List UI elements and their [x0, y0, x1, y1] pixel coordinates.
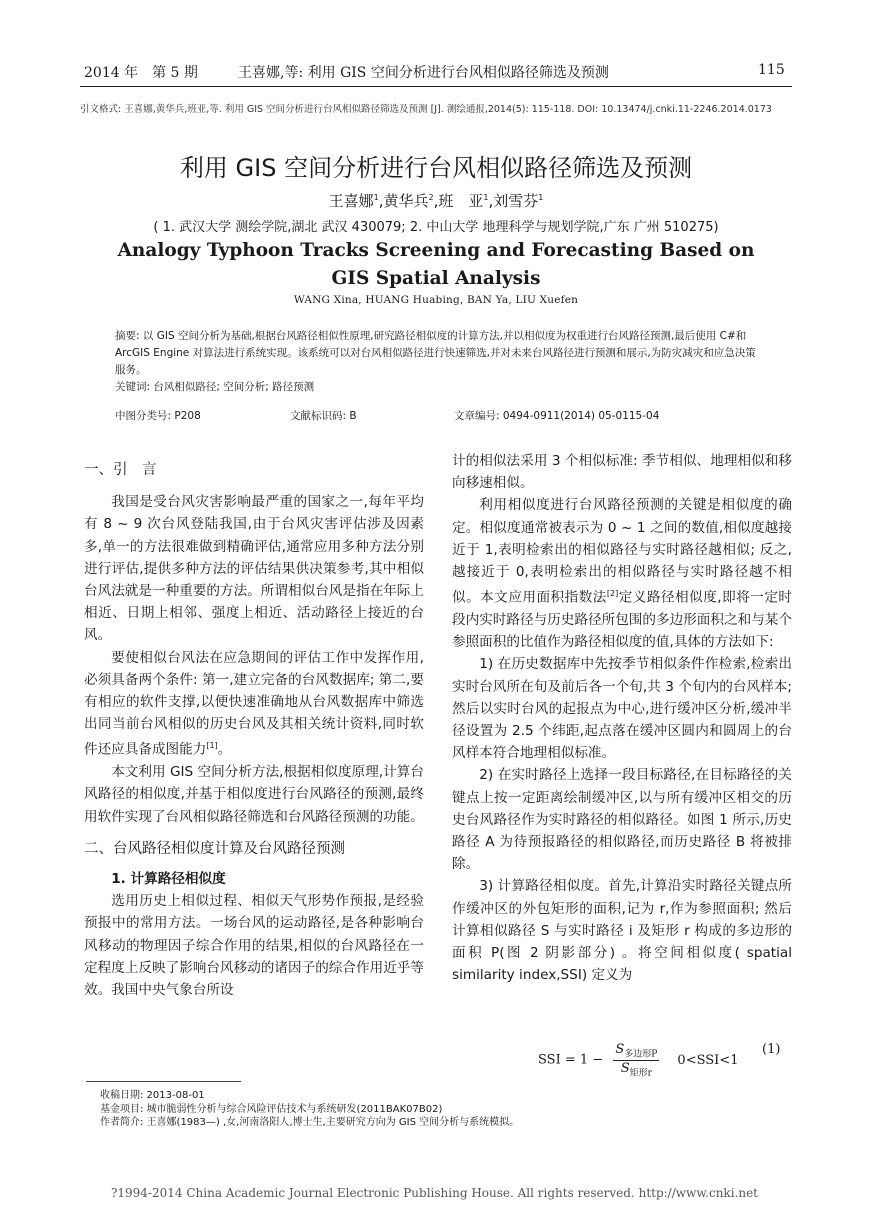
author-4-affil: 1 [538, 193, 544, 202]
citation-format: 引文格式: 王喜娜,黄华兵,班亚,等. 利用 GIS 空间分析进行台风相似路径筛选及预测 [J]. 测绘通报,2014(5): 115-118. DOI: 10.13474/j.cnki.11-2246.2014.0173 [80, 104, 772, 115]
author-2-affil: 2 [428, 193, 434, 202]
numerator-symbol: S [615, 1042, 625, 1057]
keywords: 关键词: 台风相似路径; 空间分析; 路径预测 [115, 381, 315, 393]
journal-issue: 2014 年 第 5 期 [84, 65, 198, 81]
author-1: 王喜娜 [328, 192, 374, 210]
left-column [84, 459, 424, 1001]
document-code: 文献标识码: B [290, 410, 357, 422]
copyright-footer: ?1994-2014 China Academic Journal Electronic Publishing House. All rights reserved. http://www.cnki.net [110, 1186, 759, 1200]
reference-marker: [1] [206, 741, 218, 751]
paragraph-text: 。 [217, 741, 232, 758]
title-english-line1: Analogy Typhoon Tracks Screening and Forecasting Based on [117, 240, 755, 261]
paragraph: 我国是受台风灾害影响最严重的国家之一,每年平均有 8 ~ 9 次台风登陆我国,由于台风灾害评估涉及因素多,单一的方法很难做到精确评估,通常应用多种方法分别进行评估,提供多种方法的评估结果供决策参考,其中相似台风法就是一种重要的方法。所谓相似台风是指在年际上相近、日期上相邻、强度上相近、活动路径上接近的台风。 [84, 494, 424, 644]
equation-condition: 0<SSI<1 [677, 1052, 739, 1068]
paragraph-text: 要使相似台风法在应急期间的评估工作中发挥作用,必须具备两个条件: 第一,建立完备的台风数据库; 第二,要有相应的软件支撑,以便快速准确地从台风数据库中筛选出同当前台风相似的历史台风及其相关统计资料,同时软件还应具备成图能力 [84, 649, 424, 758]
author-1-affil: 1 [373, 193, 379, 202]
abstract-block [115, 328, 763, 396]
section-heading-method: 二、台风路径相似度计算及台风路径预测 [84, 840, 345, 857]
clc-number: 中图分类号: P208 [115, 410, 201, 422]
abstract-text: 摘要: 以 GIS 空间分析为基础,根据台风路径相似性原理,研究路径相似度的计算方法,并以相似度为权重进行台风路径预测,最后使用 C#和 ArcGIS Engine 对算法进行系统实现。该系统可以对台风相似路径进行快速筛选,并对未来台风路径进行预测和展示,为防灾减灾和应急决策服务。 [115, 330, 756, 376]
equation-number: (1) [762, 1042, 781, 1057]
equation-denominator [613, 1061, 659, 1079]
title-english-line2: GIS Spatial Analysis [331, 268, 541, 289]
numerator-subscript: 多边形P [624, 1049, 658, 1060]
subsection-heading: 1. 计算路径相似度 [111, 870, 226, 887]
paragraph: 选用历史上相似过程、相似天气形势作预报,是经验预报中的常用方法。一场台风的运动路径,是各种影响台风移动的物理因子综合作用的结果,相似的台风路径在一定程度上反映了影响台风移动的诸因子的综合作用近乎等效。我国中央气象台所设 [84, 893, 424, 998]
paragraph: 计的相似法采用 3 个相似标准: 季节相似、地理相似和移向移速相似。 [452, 453, 792, 492]
affiliation: ( 1. 武汉大学 测绘学院,湖北 武汉 430079; 2. 中山大学 地理科学与规划学院,广东 广州 510275) [153, 220, 719, 235]
paragraph [84, 647, 424, 762]
received-date: 收稿日期: 2013-08-01 [100, 1090, 205, 1101]
header-rule [80, 86, 792, 87]
author-2: 黄华兵 [383, 192, 429, 210]
authors-english: WANG Xina, HUANG Huabing, BAN Ya, LIU Xuefen [293, 294, 579, 306]
page-number: 115 [758, 62, 785, 78]
equation-ssi [538, 1042, 738, 1078]
paragraph [452, 494, 792, 653]
equation-lhs: SSI = 1 − [538, 1052, 604, 1068]
right-column [452, 450, 792, 986]
author-bio: 作者简介: 王喜娜(1983—) ,女,河南洛阳人,博士生,主要研究方向为 GIS 空间分析与系统模拟。 [100, 1117, 520, 1128]
paragraph-text: 利用相似度进行台风路径预测的关键是相似度的确定。相似度通常被表示为 0 ~ 1 之间的数值,相似度越接近于 1,表明检索出的相似路径与实时路径越相似; 反之,越接近于 0,表明检索出的相似路径与实时路径越不相似。本文应用面积指数法 [452, 497, 792, 606]
footnotes [100, 1089, 800, 1130]
article-number: 文章编号: 0494-0911(2014) 05-0115-04 [454, 410, 660, 422]
author-4: 刘雪芬 [493, 192, 539, 210]
equation-numerator [613, 1042, 659, 1061]
denominator-subscript: 矩形r [629, 1068, 652, 1079]
fund-project: 基金项目: 城市脆弱性分析与综合风险评估技术与系统研发(2011BAK07B02) [100, 1103, 443, 1115]
reference-marker: [2] [606, 589, 619, 599]
step-3: 3) 计算路径相似度。首先,计算沿实时路径关键点所作缓冲区的外包矩形的面积,记为 r,作为参照面积; 然后计算相似路径 S 与实时路径 i 及矩形 r 构成的多边形的面积 P(图 2 阴影部分) 。将空间相似度( spatial similarity index,SSI) 定义为 [452, 878, 792, 984]
step-2: 2) 在实时路径上选择一段目标路径,在目标路径的关键点上按一定距离绘制缓冲区,以与所有缓冲区相交的历史台风路径作为实时路径的相似路径。如图 1 所示,历史路径 A 为待预报路径的相似路径,而历史路径 B 将被排除。 [452, 767, 792, 873]
author-3: 班 亚 [438, 192, 484, 210]
equation-fraction [613, 1042, 659, 1078]
section-heading-intro: 一、引 言 [84, 462, 157, 478]
denominator-symbol: S [620, 1060, 630, 1076]
authors-chinese: 王喜娜$^1$,黄华兵$^2$,班 亚$^1$,刘雪芬$^1$ [328, 192, 544, 210]
step-1: 1) 在历史数据库中先按季节相似条件作检索,检索出实时台风所在旬及前后各一个旬,共 3 个旬内的台风样本; 然后以实时台风的起报点为中心,进行缓冲区分析,缓冲半径设置为 2.5 个纬距,起点落在缓冲区圆内和圆周上的台风样本符合地理相似标准。 [452, 656, 792, 762]
running-title: 王喜娜,等: 利用 GIS 空间分析进行台风相似路径筛选及预测 [238, 65, 609, 81]
footnote-rule [86, 1081, 241, 1082]
paragraph-text: 定义路径相似度,即将一定时段内实时路径与历史路径所包围的多边形面积之和与某个参照面积的比值作为路径相似度的值,具体的方法如下: [452, 589, 793, 651]
author-3-affil: 1 [483, 193, 489, 202]
paragraph: 本文利用 GIS 空间分析方法,根据相似度原理,计算台风路径的相似度,并基于相似度进行台风路径的预测,最终用软件实现了台风相似路径筛选和台风路径预测的功能。 [84, 764, 424, 825]
title-chinese: 利用 GIS 空间分析进行台风相似路径筛选及预测 [179, 154, 693, 182]
